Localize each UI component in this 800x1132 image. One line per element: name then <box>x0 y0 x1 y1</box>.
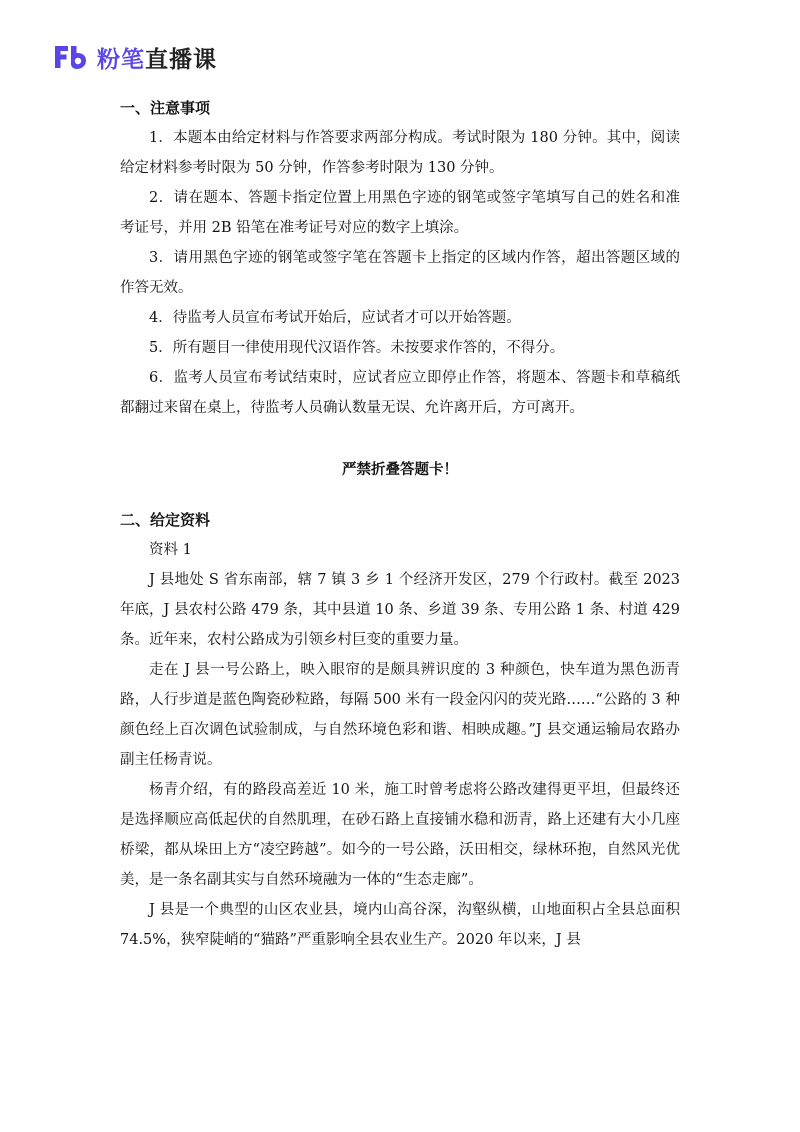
no-fold-notice: 严禁折叠答题卡！ <box>342 462 458 478</box>
brand-name-main: 粉笔 <box>97 46 145 73</box>
brand-name-suffix: 直播课 <box>145 46 217 73</box>
note-item-1: 1．本题本由给定材料与作答要求两部分构成。考试时限为 180 分钟。其中，阅读给定材料参考时限为 50 分钟，作答参考时限为 130 分钟。 <box>120 130 680 176</box>
note-item-5: 5．所有题目一律使用现代汉语作答。未按要求作答的，不得分。 <box>149 340 565 356</box>
note-item-3: 3．请用黑色字迹的钢笔或签字笔在答题卡上指定的区域内作答，超出答题区域的作答无效。 <box>120 250 680 296</box>
section-heading-materials: 二、给定资料 <box>120 511 211 529</box>
material-paragraph-3: 杨青介绍，有的路段高差近 10 米，施工时曾考虑将公路改建得更平坦，但最终还是选择顺应高低起伏的自然肌理，在砂石路上直接铺水稳和沥青，路上还建有大小几座桥梁，都从垛田上方“凌空跨越”。如今的一号公路，沃田相交，绿林环抱，自然风光优美，是一条名副其实与自然环境融为一体的“生态走廊”。 <box>120 782 680 888</box>
note-item-2: 2．请在题本、答题卡指定位置上用黑色字迹的钢笔或签字笔填写自己的姓名和准考证号，并用 2B 铅笔在准考证号对应的数字上填涂。 <box>120 190 680 236</box>
fenbi-logo-icon <box>53 43 87 71</box>
material-paragraph-4: J 县是一个典型的山区农业县，境内山高谷深，沟壑纵横，山地面积占全县总面积 74.5%，狭窄陡峭的“猫路”严重影响全县农业生产。2020 年以来，J 县 <box>120 902 680 948</box>
material-label: 资料 1 <box>149 542 192 558</box>
brand-name <box>97 41 217 74</box>
document-body <box>120 93 680 955</box>
brand-logo <box>53 40 217 74</box>
material-paragraph-1: J 县地处 S 省东南部，辖 7 镇 3 乡 1 个经济开发区，279 个行政村。截至 2023 年底，J 县农村公路 479 条，其中县道 10 条、乡道 39 条、专用公路 1 条、村道 429 条。近年来，农村公路成为引领乡村巨变的重要力量。 <box>120 572 680 648</box>
section-heading-notes: 一、注意事项 <box>120 99 211 117</box>
material-paragraph-2: 走在 J 县一号公路上，映入眼帘的是颇具辨识度的 3 种颜色，快车道为黑色沥青路，人行步道是蓝色陶瓷砂粒路，每隔 500 米有一段金闪闪的荧光路……“公路的 3 种颜色经上百次调色试验制成，与自然环境色彩和谐、相映成趣。”J 县交通运输局农路办副主任杨青说。 <box>120 662 680 768</box>
note-item-4: 4．待监考人员宣布考试开始后，应试者才可以开始答题。 <box>149 310 521 326</box>
note-item-6: 6．监考人员宣布考试结束时，应试者应立即停止作答，将题本、答题卡和草稿纸都翻过来留在桌上，待监考人员确认数量无误、允许离开后，方可离开。 <box>120 370 680 416</box>
